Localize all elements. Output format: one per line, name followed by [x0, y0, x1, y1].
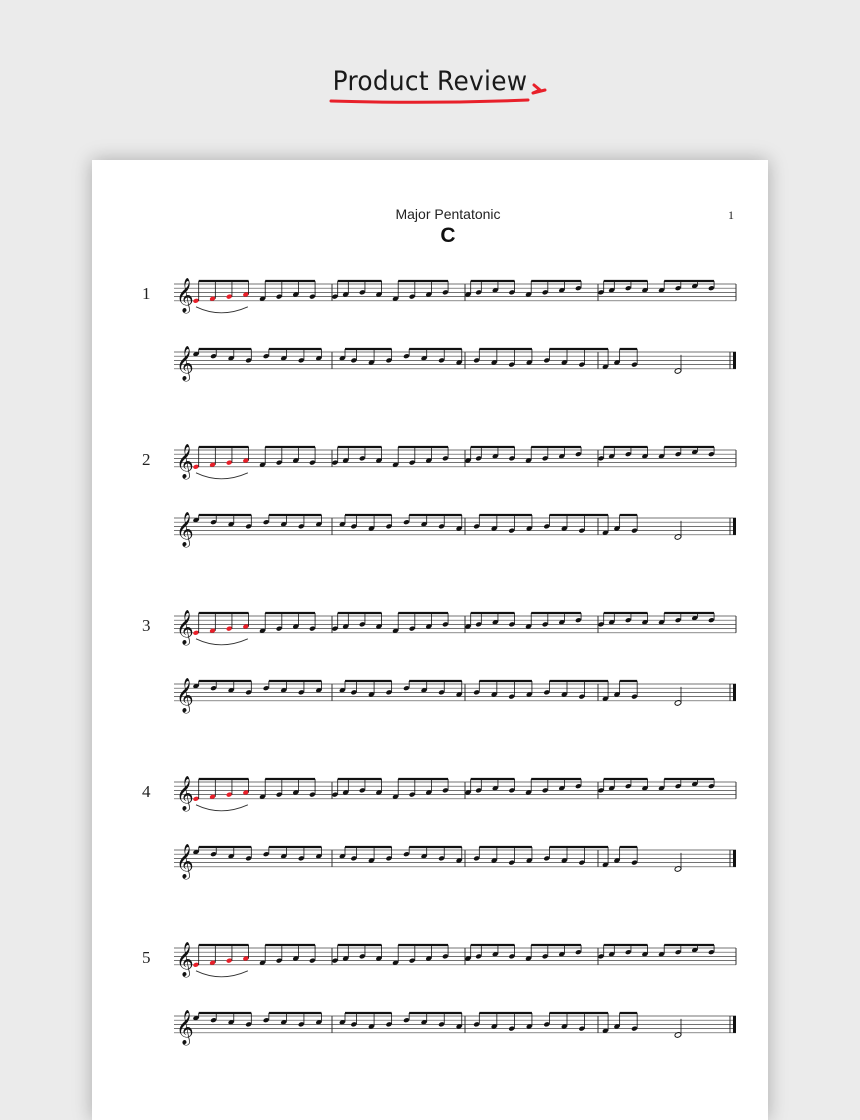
page-number: 1	[728, 208, 734, 222]
exercise-number: 2	[142, 450, 151, 469]
slur	[196, 639, 248, 645]
treble-clef-icon: 𝄞	[176, 345, 194, 381]
music-score	[92, 160, 768, 1120]
document-title: C	[440, 224, 456, 247]
treble-clef-icon: 𝄞	[176, 443, 194, 479]
staff-system	[174, 278, 736, 314]
treble-clef-icon: 𝄞	[176, 1009, 194, 1045]
document-subtitle: Major Pentatonic	[395, 206, 501, 222]
slur	[196, 805, 248, 811]
staff-system	[174, 512, 736, 548]
treble-clef-icon: 𝄞	[176, 775, 194, 811]
sheet-music-page	[92, 160, 768, 1120]
staff-system	[174, 844, 736, 880]
slur	[196, 971, 248, 977]
staff-system	[174, 942, 736, 978]
exercise-number: 4	[142, 782, 151, 801]
treble-clef-icon: 𝄞	[176, 843, 194, 879]
treble-clef-icon: 𝄞	[176, 609, 194, 645]
treble-clef-icon: 𝄞	[176, 677, 194, 713]
staff-system	[174, 678, 736, 714]
exercise-number: 1	[142, 284, 151, 303]
final-barline	[733, 518, 736, 535]
staff-system	[174, 776, 736, 812]
staff-system	[174, 346, 736, 382]
staff-system	[174, 444, 736, 480]
header-banner	[0, 60, 860, 110]
banner-title: Product Review	[332, 66, 528, 97]
slur	[196, 473, 248, 479]
exercise-number: 3	[142, 616, 151, 635]
staff-system	[174, 1010, 736, 1046]
final-barline	[733, 850, 736, 867]
treble-clef-icon: 𝄞	[176, 277, 194, 313]
treble-clef-icon: 𝄞	[176, 511, 194, 547]
staff-system	[174, 610, 736, 646]
treble-clef-icon: 𝄞	[176, 941, 194, 977]
final-barline	[733, 684, 736, 701]
final-barline	[733, 1016, 736, 1033]
slur	[196, 307, 248, 313]
final-barline	[733, 352, 736, 369]
exercise-number: 5	[142, 948, 151, 967]
